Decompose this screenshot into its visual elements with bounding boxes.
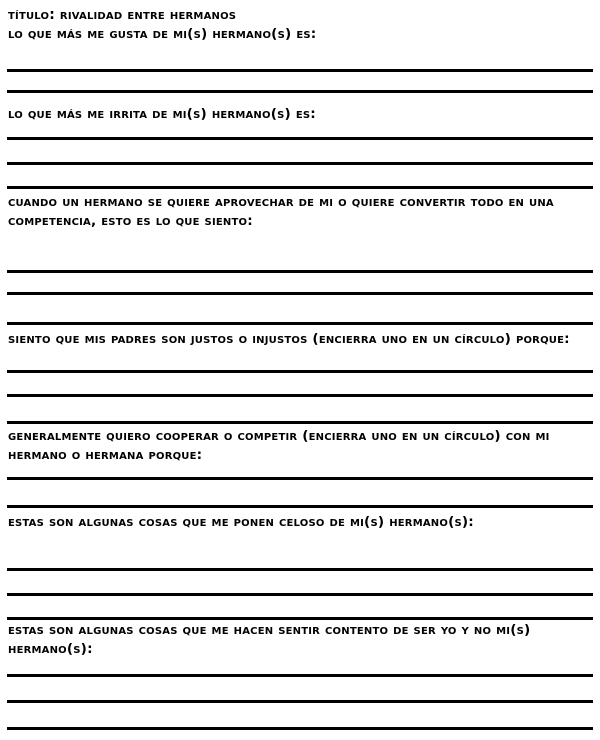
prompt-cooperar-competir: generalmente quiero cooperar o competir (encierra uno en un círculo) con mi hermano o hermana porque: bbox=[8, 428, 555, 463]
answer-line[interactable] bbox=[7, 322, 593, 325]
answer-line[interactable] bbox=[7, 568, 593, 571]
answer-line[interactable] bbox=[7, 727, 593, 730]
answer-line[interactable] bbox=[7, 505, 593, 508]
answer-line[interactable] bbox=[7, 394, 593, 397]
answer-line[interactable] bbox=[7, 421, 593, 424]
prompt-celoso: estas son algunas cosas que me ponen celoso de mi(s) hermano(s): bbox=[8, 514, 474, 530]
answer-line[interactable] bbox=[7, 617, 593, 620]
answer-line[interactable] bbox=[7, 370, 593, 373]
answer-line[interactable] bbox=[7, 674, 593, 677]
answer-line[interactable] bbox=[7, 477, 593, 480]
prompt-irrita: lo que más me irrita de mi(s) hermano(s) es: bbox=[8, 106, 316, 122]
worksheet-title: título: rivalidad entre hermanos bbox=[8, 7, 237, 23]
answer-line[interactable] bbox=[7, 186, 593, 189]
answer-line[interactable] bbox=[7, 162, 593, 165]
answer-line[interactable] bbox=[7, 270, 593, 273]
answer-line[interactable] bbox=[7, 292, 593, 295]
prompt-gusta: lo que más me gusta de mi(s) hermano(s) es: bbox=[8, 26, 317, 42]
prompt-padres-justos: siento que mis padres son justos o injustos (encierra uno en un círculo) porque: bbox=[8, 331, 570, 347]
answer-line[interactable] bbox=[7, 137, 593, 140]
prompt-aprovechar: cuando un hermano se quiere aprovechar de mi o quiere convertir todo en una competencia, esto es lo que siento: bbox=[8, 194, 559, 229]
answer-line[interactable] bbox=[7, 90, 593, 93]
prompt-contento: estas son algunas cosas que me hacen sentir contento de ser yo y no mi(s) hermano(s): bbox=[8, 622, 536, 657]
answer-line[interactable] bbox=[7, 700, 593, 703]
answer-line[interactable] bbox=[7, 593, 593, 596]
answer-line[interactable] bbox=[7, 69, 593, 72]
